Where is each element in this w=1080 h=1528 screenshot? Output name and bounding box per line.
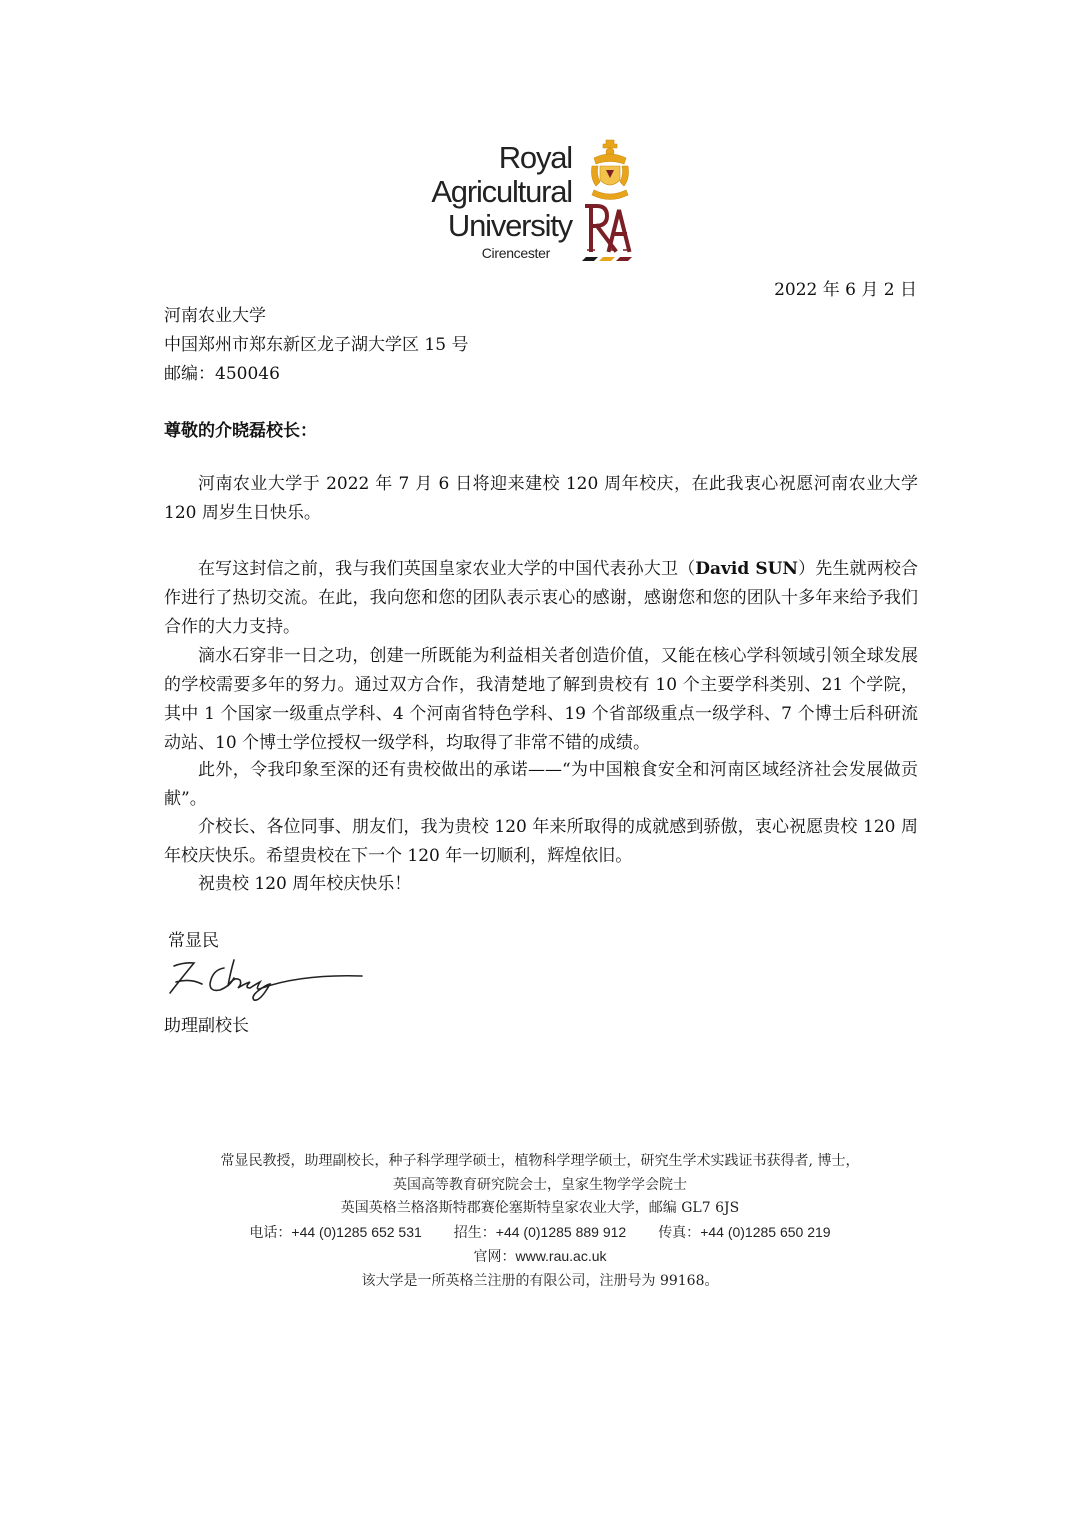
logo-text-cirencester: Cirencester (481, 245, 550, 261)
paragraph-6: 祝贵校 120 周年校庆快乐！ (198, 874, 412, 894)
recipient-name: 河南农业大学 (164, 306, 266, 326)
paragraph-2 (164, 555, 918, 642)
paragraph-4: 此外，令我印象至深的还有贵校做出的承诺——“为中国粮食安全和河南区域经济社会发展做贡献”。 (164, 760, 918, 809)
letter-footer (140, 1150, 940, 1293)
signer-title: 助理副校长 (164, 1016, 249, 1036)
paragraph-1: 河南农业大学于 2022 年 7 月 6 日将迎来建校 120 周年校庆，在此我衷心祝愿河南农业大学 120 周岁生日快乐。 (164, 474, 918, 523)
footer-credentials: 常显民教授，助理副校长，种子科学理学硕士，植物科学理学硕士，研究生学术实践证书获得者, 博士， (220, 1153, 860, 1169)
rau-monogram-icon (585, 202, 633, 254)
footer-fellowships: 英国高等教育研究院会士，皇家生物学学会院士 (393, 1176, 687, 1193)
logo-text-university: University (447, 208, 572, 243)
paragraph-3: 滴水石穿非一日之功，创建一所既能为利益相关者创造价值，又能在核心学科领域引领全球发展的学校需要多年的努力。通过双方合作，我清楚地了解到贵校有 10 个主要学科类别、21 个学院，其中 1 个国家一级重点学科、4 个河南省特色学科、19 个省部级重点一级学科、7 个博士后科研流动站、10 个博士学位授权一级学科，均取得了非常不错的成绩。 (164, 646, 918, 753)
handwritten-signature-icon (162, 956, 372, 1002)
logo-text-agricultural: Agricultural (431, 174, 572, 209)
admissions-label: 招生： (453, 1224, 496, 1241)
paragraph-2-text-b: ）先生就两校合作进行了热切交流。在此，我向您和您的团队表示衷心的感谢，感谢您和您的团队十多年来给予我们合作的大力支持。 (164, 559, 919, 637)
admissions-number: +44 (0)1285 889 912 (495, 1223, 627, 1240)
phone-number: +44 (0)1285 652 531 (291, 1223, 422, 1240)
recipient-address (164, 302, 468, 389)
footer-contacts (140, 1221, 940, 1246)
university-logo (431, 138, 638, 266)
paragraph-2-text-a: 在写这封信之前，我与我们英国皇家农业大学的中国代表孙大卫（ (198, 559, 696, 579)
recipient-street: 中国郑州市郑东新区龙子湖大学区 15 号 (164, 335, 469, 355)
letter-date: 2022 年 6 月 2 日 (774, 280, 917, 300)
signer-name: 常显民 (168, 931, 219, 951)
website-link[interactable]: www.rau.ac.uk (515, 1248, 607, 1264)
logo-text-royal: Royal (498, 140, 572, 175)
phone-label: 电话： (249, 1224, 292, 1241)
color-stripes-icon (580, 256, 632, 262)
representative-name: David SUN (695, 559, 798, 579)
crest-icon (588, 138, 632, 204)
fax-label: 传真： (658, 1224, 701, 1241)
recipient-postcode: 邮编：450046 (164, 364, 280, 384)
footer-registration: 该大学是一所英格兰注册的有限公司，注册号为 99168。 (361, 1272, 719, 1289)
footer-postal-address: 英国英格兰格洛斯特郡赛伦塞斯特皇家农业大学，邮编 GL7 6JS (340, 1200, 740, 1216)
footer-website (140, 1245, 940, 1270)
paragraph-5: 介校长、各位同事、朋友们，我为贵校 120 年来所取得的成就感到骄傲，衷心祝愿贵校 120 周年校庆快乐。希望贵校在下一个 120 年一切顺利，辉煌依旧。 (164, 817, 918, 866)
salutation: 尊敬的介晓磊校长： (164, 421, 317, 441)
website-label: 官网： (473, 1249, 516, 1265)
fax-number: +44 (0)1285 650 219 (700, 1223, 831, 1240)
